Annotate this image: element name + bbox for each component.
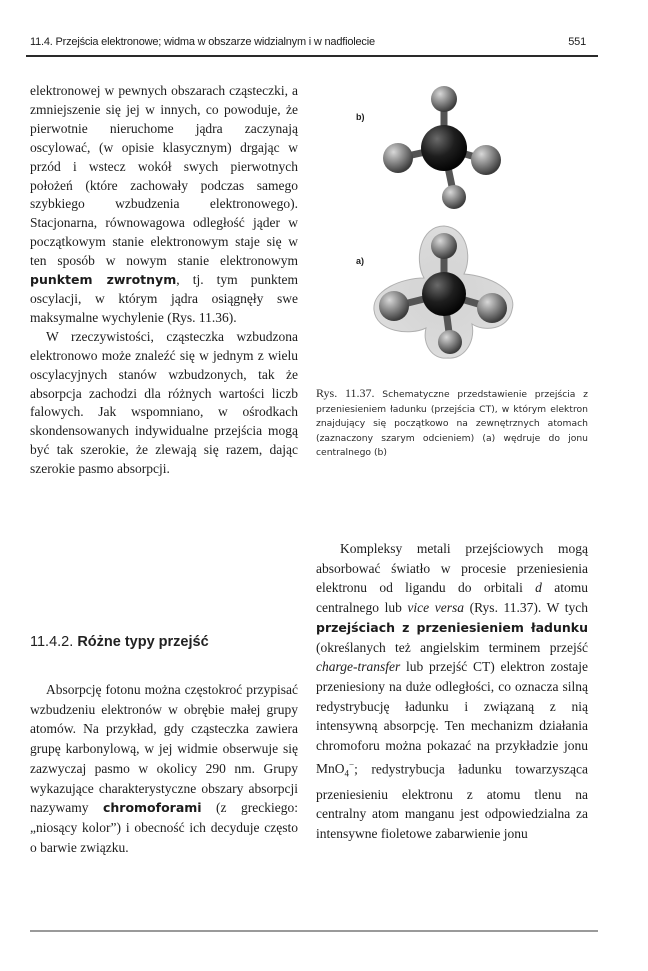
wavelength-unit: nm <box>234 760 252 776</box>
ligand-atom <box>431 86 457 112</box>
left-column-text <box>30 82 298 479</box>
ligand-atom <box>471 145 501 175</box>
molecule-illustration <box>340 78 570 378</box>
molecule-a <box>374 226 513 358</box>
term-charge-transfer: przejściach z przeniesieniem ładunku <box>316 619 588 635</box>
term-turning-point: punktem zwrotnym <box>30 272 177 288</box>
section-paragraph: Absorpcję fotonu można częstokroć przypisać wzbudzeniu elektronów w obrębie małej grupy atomów. Na przykład, gdy cząsteczka zawiera grupę karbonylową, w jej widmie obserwuje się zazwyczaj pasmo w okolicy 290 nm. Grupy wykazujące charakterystyczne obszary absorpcji nazywamy chromoforami (z greckiego: „niosący kolor”) i obecność ich decyduje często o barwie związku. <box>30 682 298 855</box>
central-atom <box>422 272 466 316</box>
figure-label-a: a) <box>356 256 365 266</box>
wavelength-value: 290 <box>205 760 226 776</box>
paragraph-continuation: elektronowej w pewnych obszarach cząsteczki, a zmniejszenie się jej w innych, co powoduje, że pierwotnie nieruchome jądra zaczynają oscylować, (w opisie klasycznym) drgając w przód i wstecz wokół swych pierwotnych położeń (które zachowały podczas samego szybkiego wzbudzenia elektronowego). Stacjonarna, równowagowa odległość jąder w początkowym stanie elektronowym staje się w ten sposób w nowym stanie elektronowym punktem zwrotnym, tj. tym punktem oscylacji, w którym jądra osiągnęły swe maksymalne wychylenie (Rys. 11.36). <box>30 83 299 325</box>
page-number: 551 <box>568 36 586 48</box>
term-vice-versa: vice versa <box>407 600 464 616</box>
ion-formula: MnO$_4$− <box>316 759 355 779</box>
footer-rule <box>30 930 598 932</box>
term-charge-transfer-en: charge-transfer <box>316 659 401 675</box>
figure-label-b: b) <box>356 112 365 122</box>
caption-label: Rys. 11.37. <box>316 386 375 400</box>
ligand-atom <box>442 185 466 209</box>
section-heading <box>30 634 298 650</box>
ligand-atom <box>383 143 413 173</box>
caption-text: Schematyczne przedstawienie przejścia z przeniesieniem ładunku (przejścia CT), w którym elektron znajdujący się początkowo na zewnętrznych atomach (zaznaczony szarym odcieniem) (a) wędruje do jonu centralnego (b) <box>316 389 588 459</box>
header-rule <box>26 55 598 57</box>
ligand-atom <box>438 330 462 354</box>
orbital-d: d <box>535 580 542 596</box>
section-title: Różne typy przejść <box>77 634 209 650</box>
ligand-atom <box>379 291 409 321</box>
ligand-atom <box>477 293 507 323</box>
figure-molecule <box>340 78 570 378</box>
ligand-atom <box>431 233 457 259</box>
term-chromophores: chromoforami <box>102 800 202 816</box>
section-number: 11.4.2. <box>30 634 74 650</box>
figure-caption <box>316 386 588 461</box>
molecule-b <box>383 86 501 209</box>
running-header-title: 11.4. Przejścia elektronowe; widma w obszarze widzialnym i w nadfiolecie <box>30 36 375 48</box>
running-header <box>30 36 586 52</box>
central-atom <box>421 125 467 171</box>
right-column-text: Kompleksy metali przejściowych mogą absorbować światło w procesie przeniesienia elektronu od ligandu do orbitali d atomu centralnego lub vice versa (Rys. 11.37). W tych przejściach z przeniesieniem ładunku (określanych też angielskim terminem przejść charge-transfer lub przejść CT) elektron zostaje przeniesiony na duże odległości, co oznacza silną redystrybucję ładunku i związaną z nią intensywną absorpcję. Ten mechanizm działania chromoforu można pokazać na przykładzie jonu MnO$_4$−; redystrybucja ładunku towarzysząca przeniesieniu elektronu z atomu tlenu na centralny atom manganu jest odpowiedzialna za intensywne fioletowe zabarwienie jonu <box>316 541 589 842</box>
paragraph-broad-bands: W rzeczywistości, cząsteczka wzbudzona elektronowo może znaleźć się w jednym z wielu oscylacyjnych stanów wzbudzonych, tak że absorpcja zachodzi dla różnych wartości liczb falowych. Jak wspomniano, w ośrodkach skondensowanych indywidualne przejścia mogą być tak szerokie, że zlewają się razem, dając szerokie pasmo absorpcji. <box>30 328 298 477</box>
